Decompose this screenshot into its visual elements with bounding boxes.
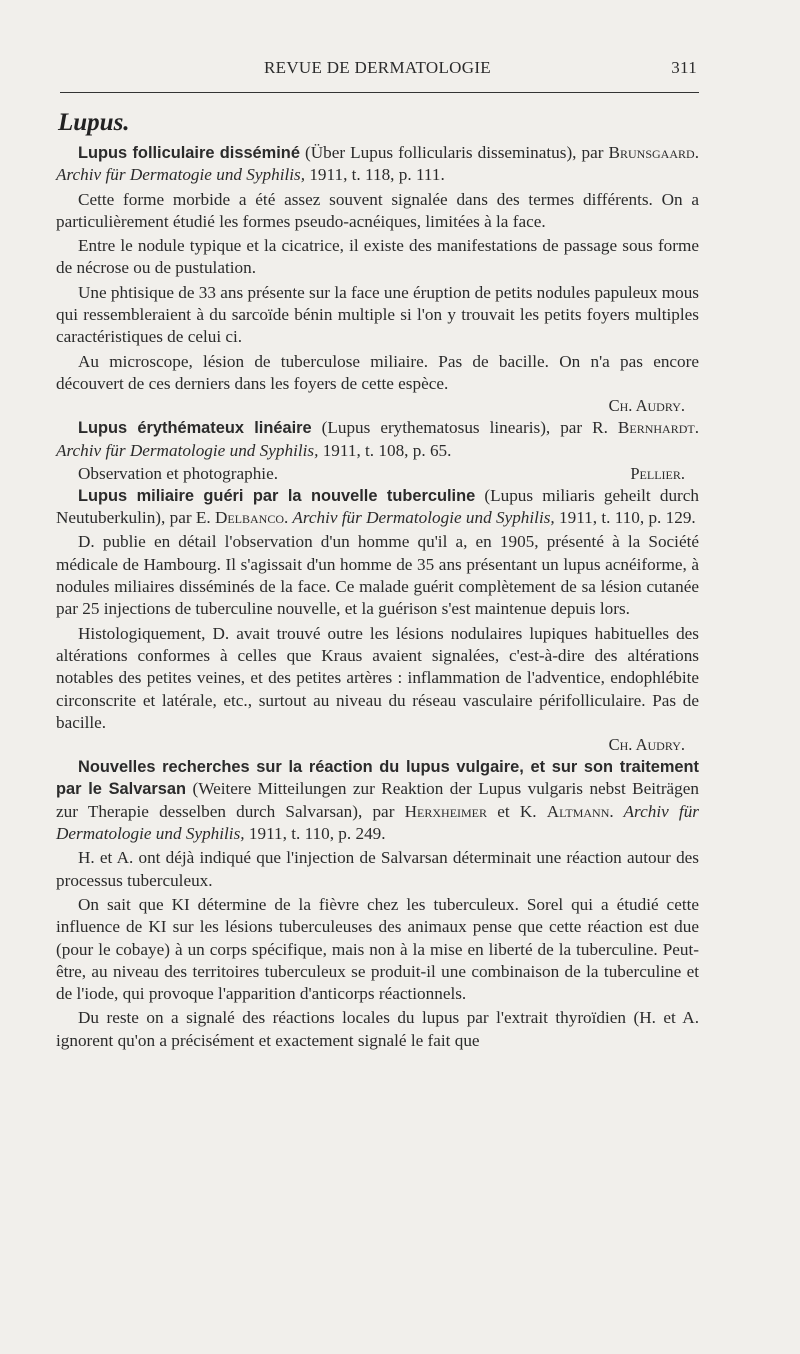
- body-paragraph: Du reste on a signalé des réactions locales du lupus par l'extrait thyroïdien (H. et A. ignorent qu'on a précisément et exactement signalé le fait que: [56, 1008, 699, 1050]
- author: Delbanco.: [214, 508, 289, 528]
- body-paragraph: Cette forme morbide a été assez souvent signalée dans des termes différents. On a particulièrement étudié les formes pseudo-acnéiques, limitées à la face.: [56, 189, 699, 231]
- signature: Ch. Audry.: [608, 735, 685, 755]
- running-header: [56, 58, 699, 82]
- body-paragraph: D. publie en détail l'observation d'un homme qu'il a, en 1905, présenté à la Société médicale de Hambourg. Il s'agissait d'un homme de 35 ans présentant un lupus acnéiforme, à nodules miliaires disséminés de la face. Ce malade guérit complètement de sa lésion cutanée par 25 injections de tuberculine nouvelle, et la guérison s'est maintenue depuis lors.: [56, 532, 699, 619]
- body-paragraph: On sait que KI détermine de la fièvre chez les tuberculeux. Sorel qui a étudié cette influence de KI sur les lésions tuberculeuses des animaux pense que cette réaction est due (pour le cobaye) à un corps spécifique, mais non à la mise en liberté de la tuberculine. Peut-être, au niveau des territoires tuberculeux se produit-il une combinaison de la tuberculine et de l'iode, qui provoque l'apparition d'anticorps réactionnels.: [56, 894, 699, 1004]
- observation-line: [56, 462, 699, 485]
- body-paragraph: Une phtisique de 33 ans présente sur la face une éruption de petits nodules papuleux mous qui ressembleraient à du sarcoïde bénin multiple si l'on y trouvait les petits foyers multiples caractéristiques de celui ci.: [56, 282, 699, 347]
- article-heading: Lupus folliculaire disséminé (Über Lupus follicularis disseminatus), par Brunsgaard. Archiv für Dermatogie und Syphilis, 1911, t. 118, p. 111.: [56, 143, 699, 185]
- journal: Archiv für Dermatologie und Syphilis,: [56, 801, 699, 844]
- journal-title: REVUE DE DERMATOLOGIE: [264, 58, 491, 77]
- observation-text: Observation et photographie.: [78, 463, 278, 483]
- author: Altmann.: [546, 801, 614, 821]
- author: Bernhardt.: [617, 418, 699, 438]
- signature: Pellier.: [630, 463, 685, 483]
- journal: Archiv für Dermatogie und Syphilis,: [56, 165, 306, 185]
- body-paragraph: H. et A. ont déjà indiqué que l'injection de Salvarsan déterminait une réaction autour des processus tuberculeux.: [56, 848, 699, 890]
- author: Herxheimer: [404, 801, 488, 821]
- journal: Archiv für Dermatologie und Syphilis,: [288, 508, 555, 528]
- header-rule: [60, 92, 699, 93]
- article-title: Lupus miliaire guéri par la nouvelle tuberculine: [78, 486, 476, 505]
- page-number: 311: [671, 58, 697, 77]
- article-heading: Lupus miliaire guéri par la nouvelle tuberculine (Lupus miliaris geheilt durch Neutuberkulin), par E. Delbanco. Archiv für Dermatologie und Syphilis, 1911, t. 110, p. 129.: [56, 485, 700, 528]
- author: Brunsgaard.: [608, 143, 699, 162]
- article-title: Lupus folliculaire disséminé: [78, 144, 300, 162]
- article-column: [56, 108, 699, 1052]
- body-paragraph: Histologiquement, D. avait trouvé outre les lésions nodulaires lupiques habituelles des altérations conformes à celles que Kraus avaient signalées, c'est-à-dire des altérations notables des petites veines, et des petites artères : inflammation de l'adventice, endophlébite circonscrite et latérale, etc., surtout au niveau du réseau vasculaire périfolliculaire. Pas de bacille.: [56, 623, 699, 732]
- article-heading: Lupus érythémateux linéaire (Lupus erythematosus linearis), par R. Bernhardt. Archiv für Dermatologie und Syphilis, 1911, t. 108, p. 65.: [56, 418, 699, 460]
- signature: Ch. Audry.: [608, 396, 685, 416]
- section-title: Lupus.: [58, 109, 130, 136]
- article-title: Lupus érythémateux linéaire: [78, 419, 312, 438]
- journal: Archiv für Dermatologie und Syphilis,: [56, 440, 319, 460]
- body-paragraph: Entre le nodule typique et la cicatrice, il existe des manifestations de passage sous forme de nécrose ou de pustulation.: [56, 236, 699, 278]
- article-title: Nouvelles recherches sur la réaction du lupus vulgaire, et sur son traitement par le Salvarsan: [56, 758, 699, 799]
- body-paragraph: Au microscope, lésion de tuberculose miliaire. Pas de bacille. On n'a pas encore découvert de ces derniers dans les foyers de cette espèce.: [56, 351, 699, 393]
- article-heading: Nouvelles recherches sur la réaction du lupus vulgaire, et sur son traitement par le Salvarsan (Weitere Mitteilungen zur Reaktion der Lupus vulgaris nebst Beiträgen zur Therapie desselben durch Salvarsan), par Herxheimer et K. Altmann. Archiv für Dermatologie und Syphilis, 1911, t. 110, p. 249.: [56, 758, 699, 844]
